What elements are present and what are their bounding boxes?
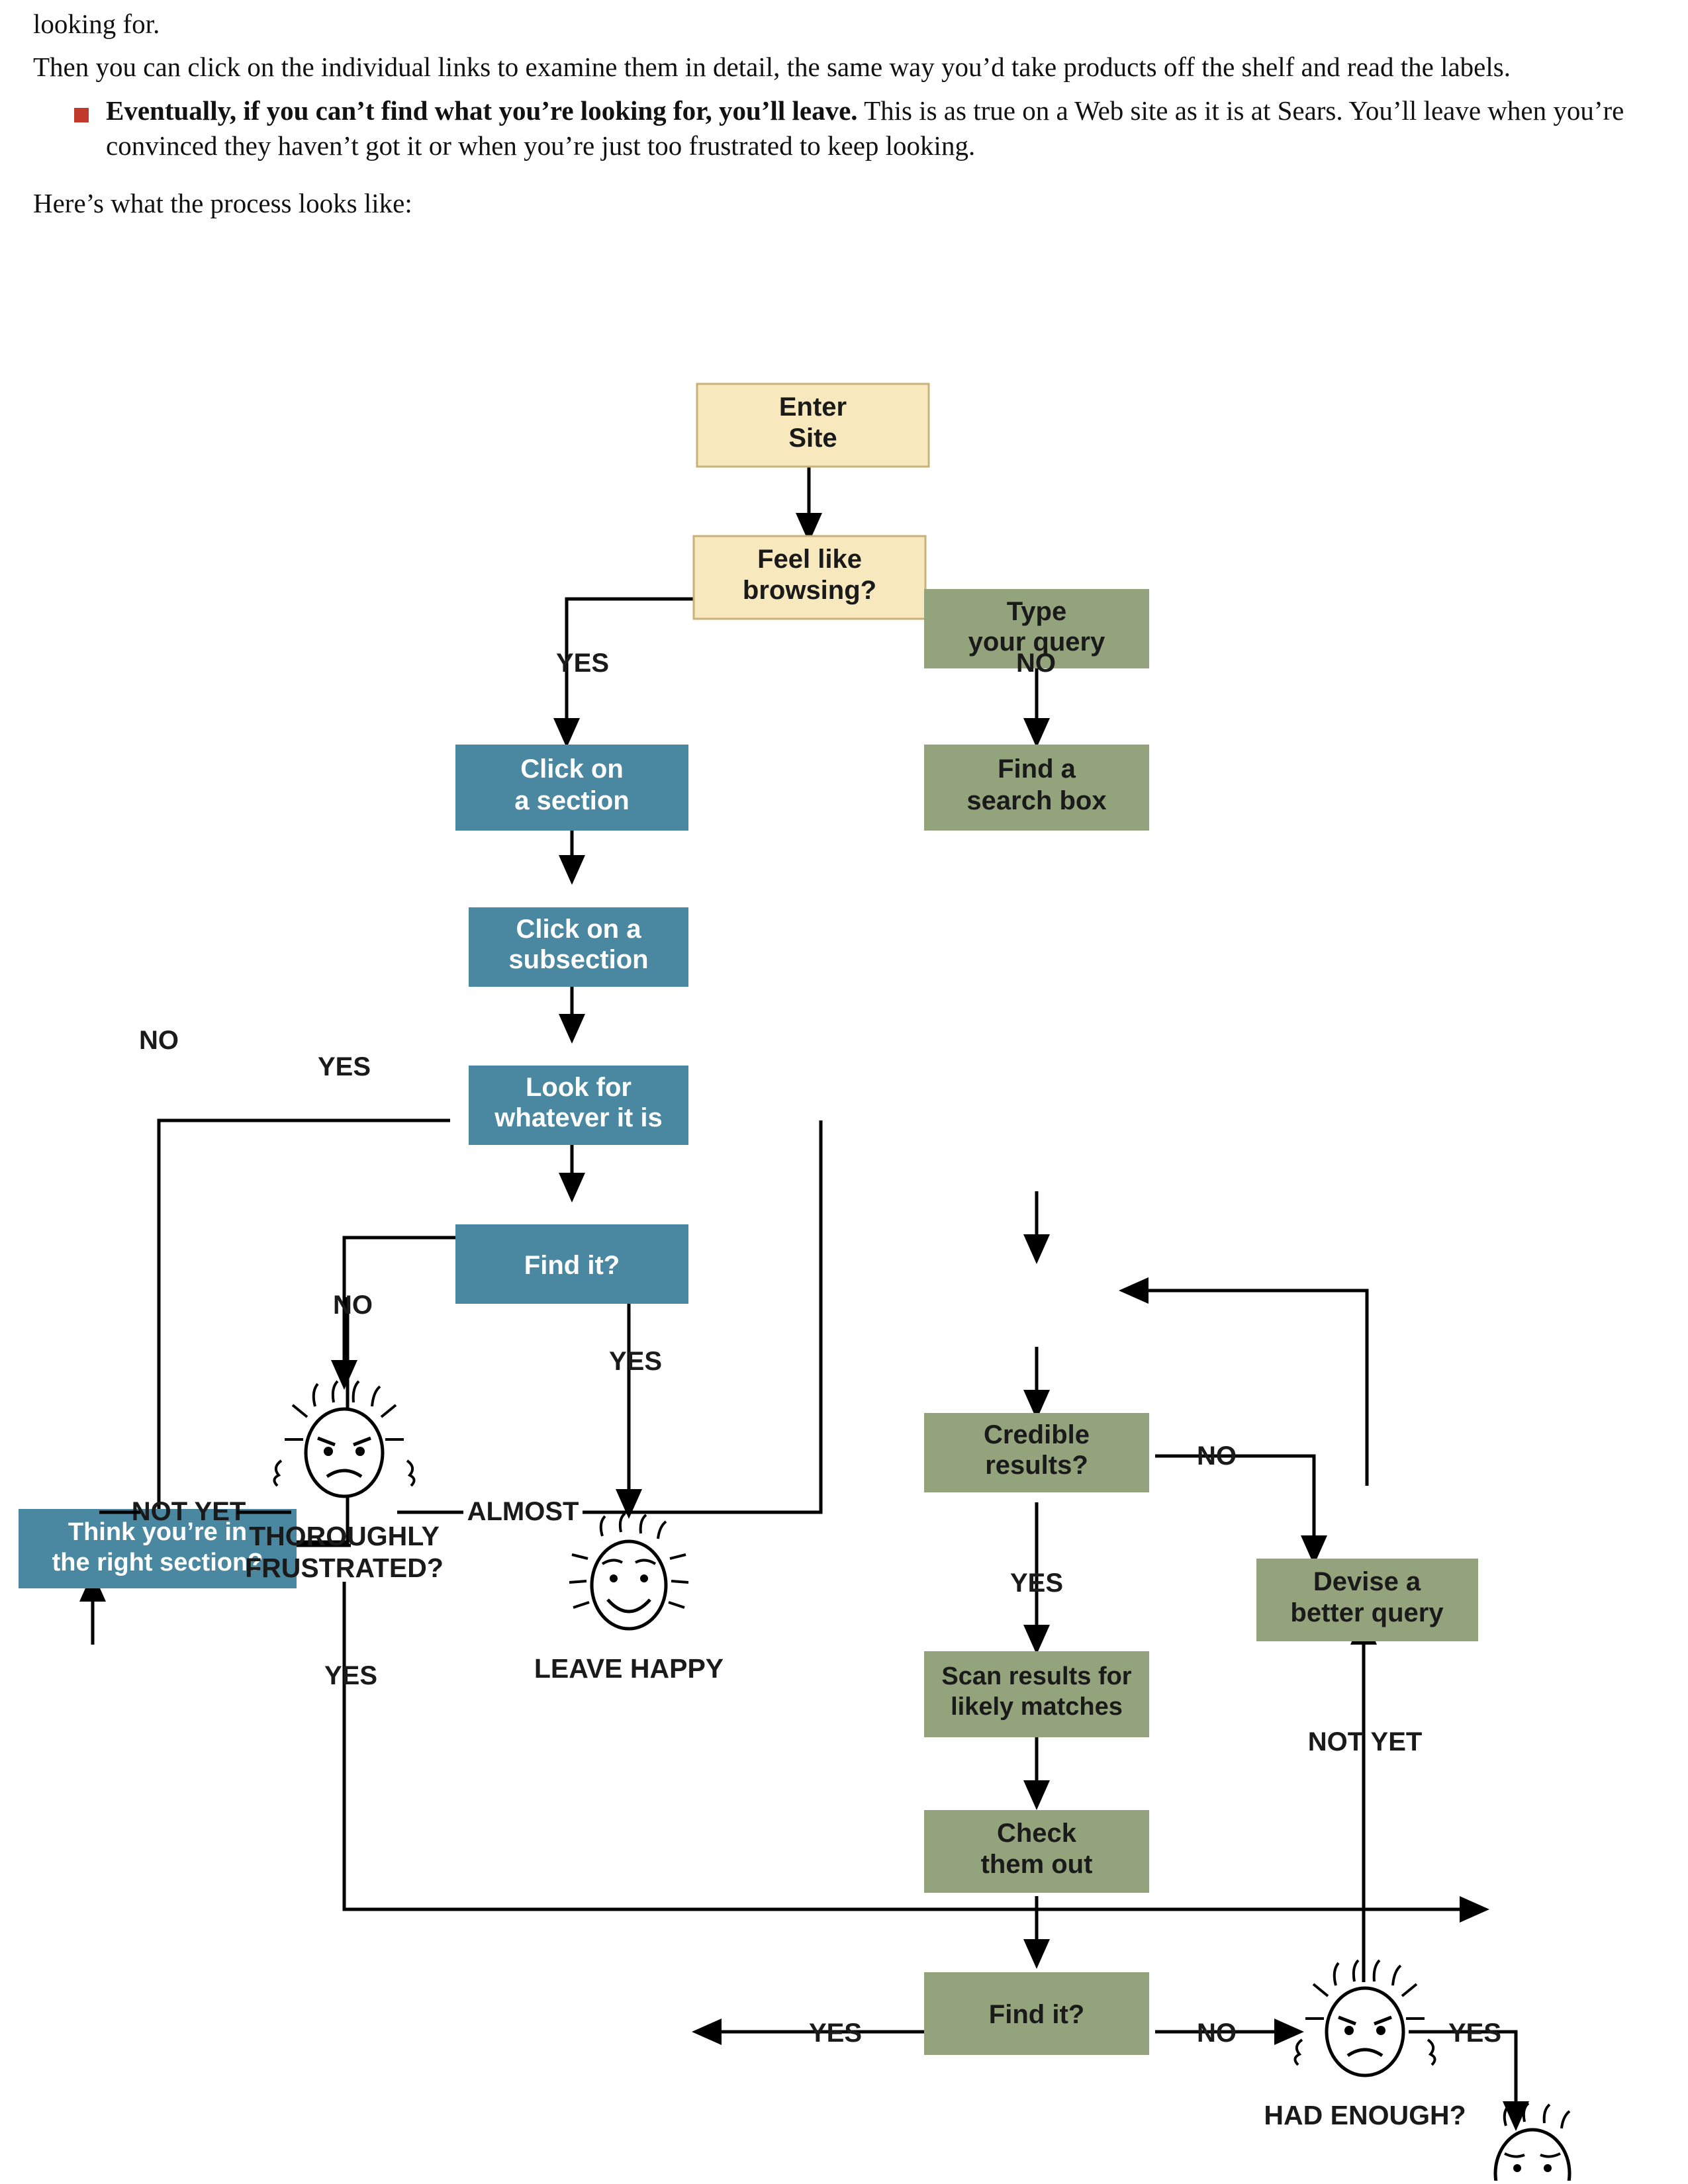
node-devise-better-query bbox=[1256, 1559, 1478, 1641]
node-type-query-line2: your query bbox=[968, 627, 1105, 657]
edge-label-not-yet-left: NOT YET bbox=[131, 1497, 246, 1526]
bullet-lead-bold: Eventually, if you can’t find what you’re looking for, you’ll leave. bbox=[106, 95, 858, 126]
prose-block bbox=[33, 7, 1662, 221]
node-click-on-a-subsection bbox=[469, 907, 688, 987]
node-right-section-line2: the right section? bbox=[52, 1549, 263, 1576]
node-click-subsection-line1: Click on a bbox=[516, 915, 641, 944]
svg-text:THOROUGHLY: THOROUGHLY bbox=[249, 1521, 440, 1551]
node-find-it-browse-label: Find it? bbox=[524, 1251, 620, 1280]
paragraph-click-links: Then you can click on the individual links to examine them in detail, the same way you’d take products off the shelf and read the labels. bbox=[33, 52, 1511, 83]
node-look-for-line1: Look for bbox=[526, 1073, 632, 1102]
edge-label-yes-frustrated: YES bbox=[324, 1661, 378, 1690]
edge-label-no-find-search: NO bbox=[1197, 2019, 1237, 2048]
node-feel-line1: Feel like bbox=[757, 545, 862, 574]
node-scan-line2: likely matches bbox=[951, 1693, 1123, 1721]
edge-label-no-credible: NO bbox=[1197, 1441, 1237, 1471]
edge-label-no-search: NO bbox=[1016, 649, 1056, 678]
svg-text:LEAVE HAPPY: LEAVE HAPPY bbox=[534, 1653, 724, 1684]
sad-face-icon-leave-unhappy bbox=[1495, 2103, 1570, 2181]
node-devise-line1: Devise a bbox=[1313, 1567, 1421, 1596]
happy-face-icon-leave-happy bbox=[569, 1514, 688, 1629]
lead-in-text: Here’s what the process looks like: bbox=[33, 188, 412, 219]
node-click-subsection-line2: subsection bbox=[508, 945, 649, 974]
node-look-for-line2: whatever it is bbox=[494, 1103, 663, 1132]
bullet-body-text: This is as true on a Web site as it is at Sears. You’ll leave when you’re convinced they haven’t got it or when you’re just too frustrated to keep looking. bbox=[106, 95, 1624, 161]
node-look-for-whatever bbox=[469, 1066, 688, 1145]
node-click-section-line2: a section bbox=[514, 786, 630, 815]
angry-face-icon-frustrated bbox=[274, 1381, 414, 1496]
edge-label-yes-findit: YES bbox=[608, 1347, 663, 1376]
node-search-box-line1: Find a bbox=[998, 754, 1076, 784]
bullet-item-eventually bbox=[33, 93, 1662, 164]
bullet-square-icon bbox=[74, 108, 89, 122]
node-credible-results bbox=[924, 1413, 1149, 1492]
node-check-them-out bbox=[924, 1810, 1149, 1893]
node-feel-like-browsing bbox=[694, 536, 925, 619]
node-check-line1: Check bbox=[996, 1819, 1077, 1848]
node-scan-line1: Scan results for bbox=[941, 1662, 1132, 1690]
flowchart bbox=[0, 361, 1688, 2181]
node-find-it-search-label: Find it? bbox=[988, 2000, 1085, 2029]
node-right-section-line1: Think you’re in bbox=[68, 1518, 248, 1546]
edge-label-no-findit: NO bbox=[333, 1291, 373, 1320]
node-enter-site-line2: Site bbox=[788, 424, 837, 453]
node-find-it-search bbox=[924, 1972, 1149, 2055]
edge-label-almost: ALMOST bbox=[467, 1497, 579, 1526]
node-find-a-search-box bbox=[924, 745, 1149, 831]
node-scan-results bbox=[924, 1651, 1149, 1737]
node-feel-line2: browsing? bbox=[742, 576, 877, 605]
node-credible-line2: results? bbox=[985, 1451, 1088, 1480]
node-enter-site-line1: Enter bbox=[778, 392, 847, 422]
node-find-it-browse bbox=[455, 1224, 688, 1304]
svg-text:FRUSTRATED?: FRUSTRATED? bbox=[245, 1553, 444, 1583]
label-leave-happy bbox=[534, 1653, 724, 1684]
node-type-query-line1: Type bbox=[1006, 597, 1067, 626]
paragraph-continuation: looking for. bbox=[33, 9, 160, 39]
label-had-enough bbox=[1264, 2100, 1466, 2130]
node-credible-line1: Credible bbox=[983, 1420, 1090, 1449]
edge-label-not-yet-right: NOT YET bbox=[1307, 1727, 1423, 1756]
node-click-on-a-section bbox=[455, 745, 688, 831]
svg-text:HAD ENOUGH?: HAD ENOUGH? bbox=[1264, 2100, 1466, 2130]
edge-label-yes-had-enough: YES bbox=[1448, 2019, 1502, 2048]
edge-label-yes-browse: YES bbox=[555, 649, 610, 678]
node-search-box-line2: search box bbox=[966, 786, 1107, 815]
node-click-section-line1: Click on bbox=[520, 754, 624, 784]
node-enter-site bbox=[697, 384, 929, 467]
edge-label-no-left: NO bbox=[139, 1026, 179, 1055]
edge-label-yes-subsection: YES bbox=[317, 1052, 371, 1081]
node-devise-line2: better query bbox=[1290, 1598, 1444, 1627]
node-check-line2: them out bbox=[980, 1850, 1093, 1879]
edge-label-yes-credible: YES bbox=[1009, 1569, 1064, 1598]
edge-label-yes-find-search: YES bbox=[808, 2019, 863, 2048]
